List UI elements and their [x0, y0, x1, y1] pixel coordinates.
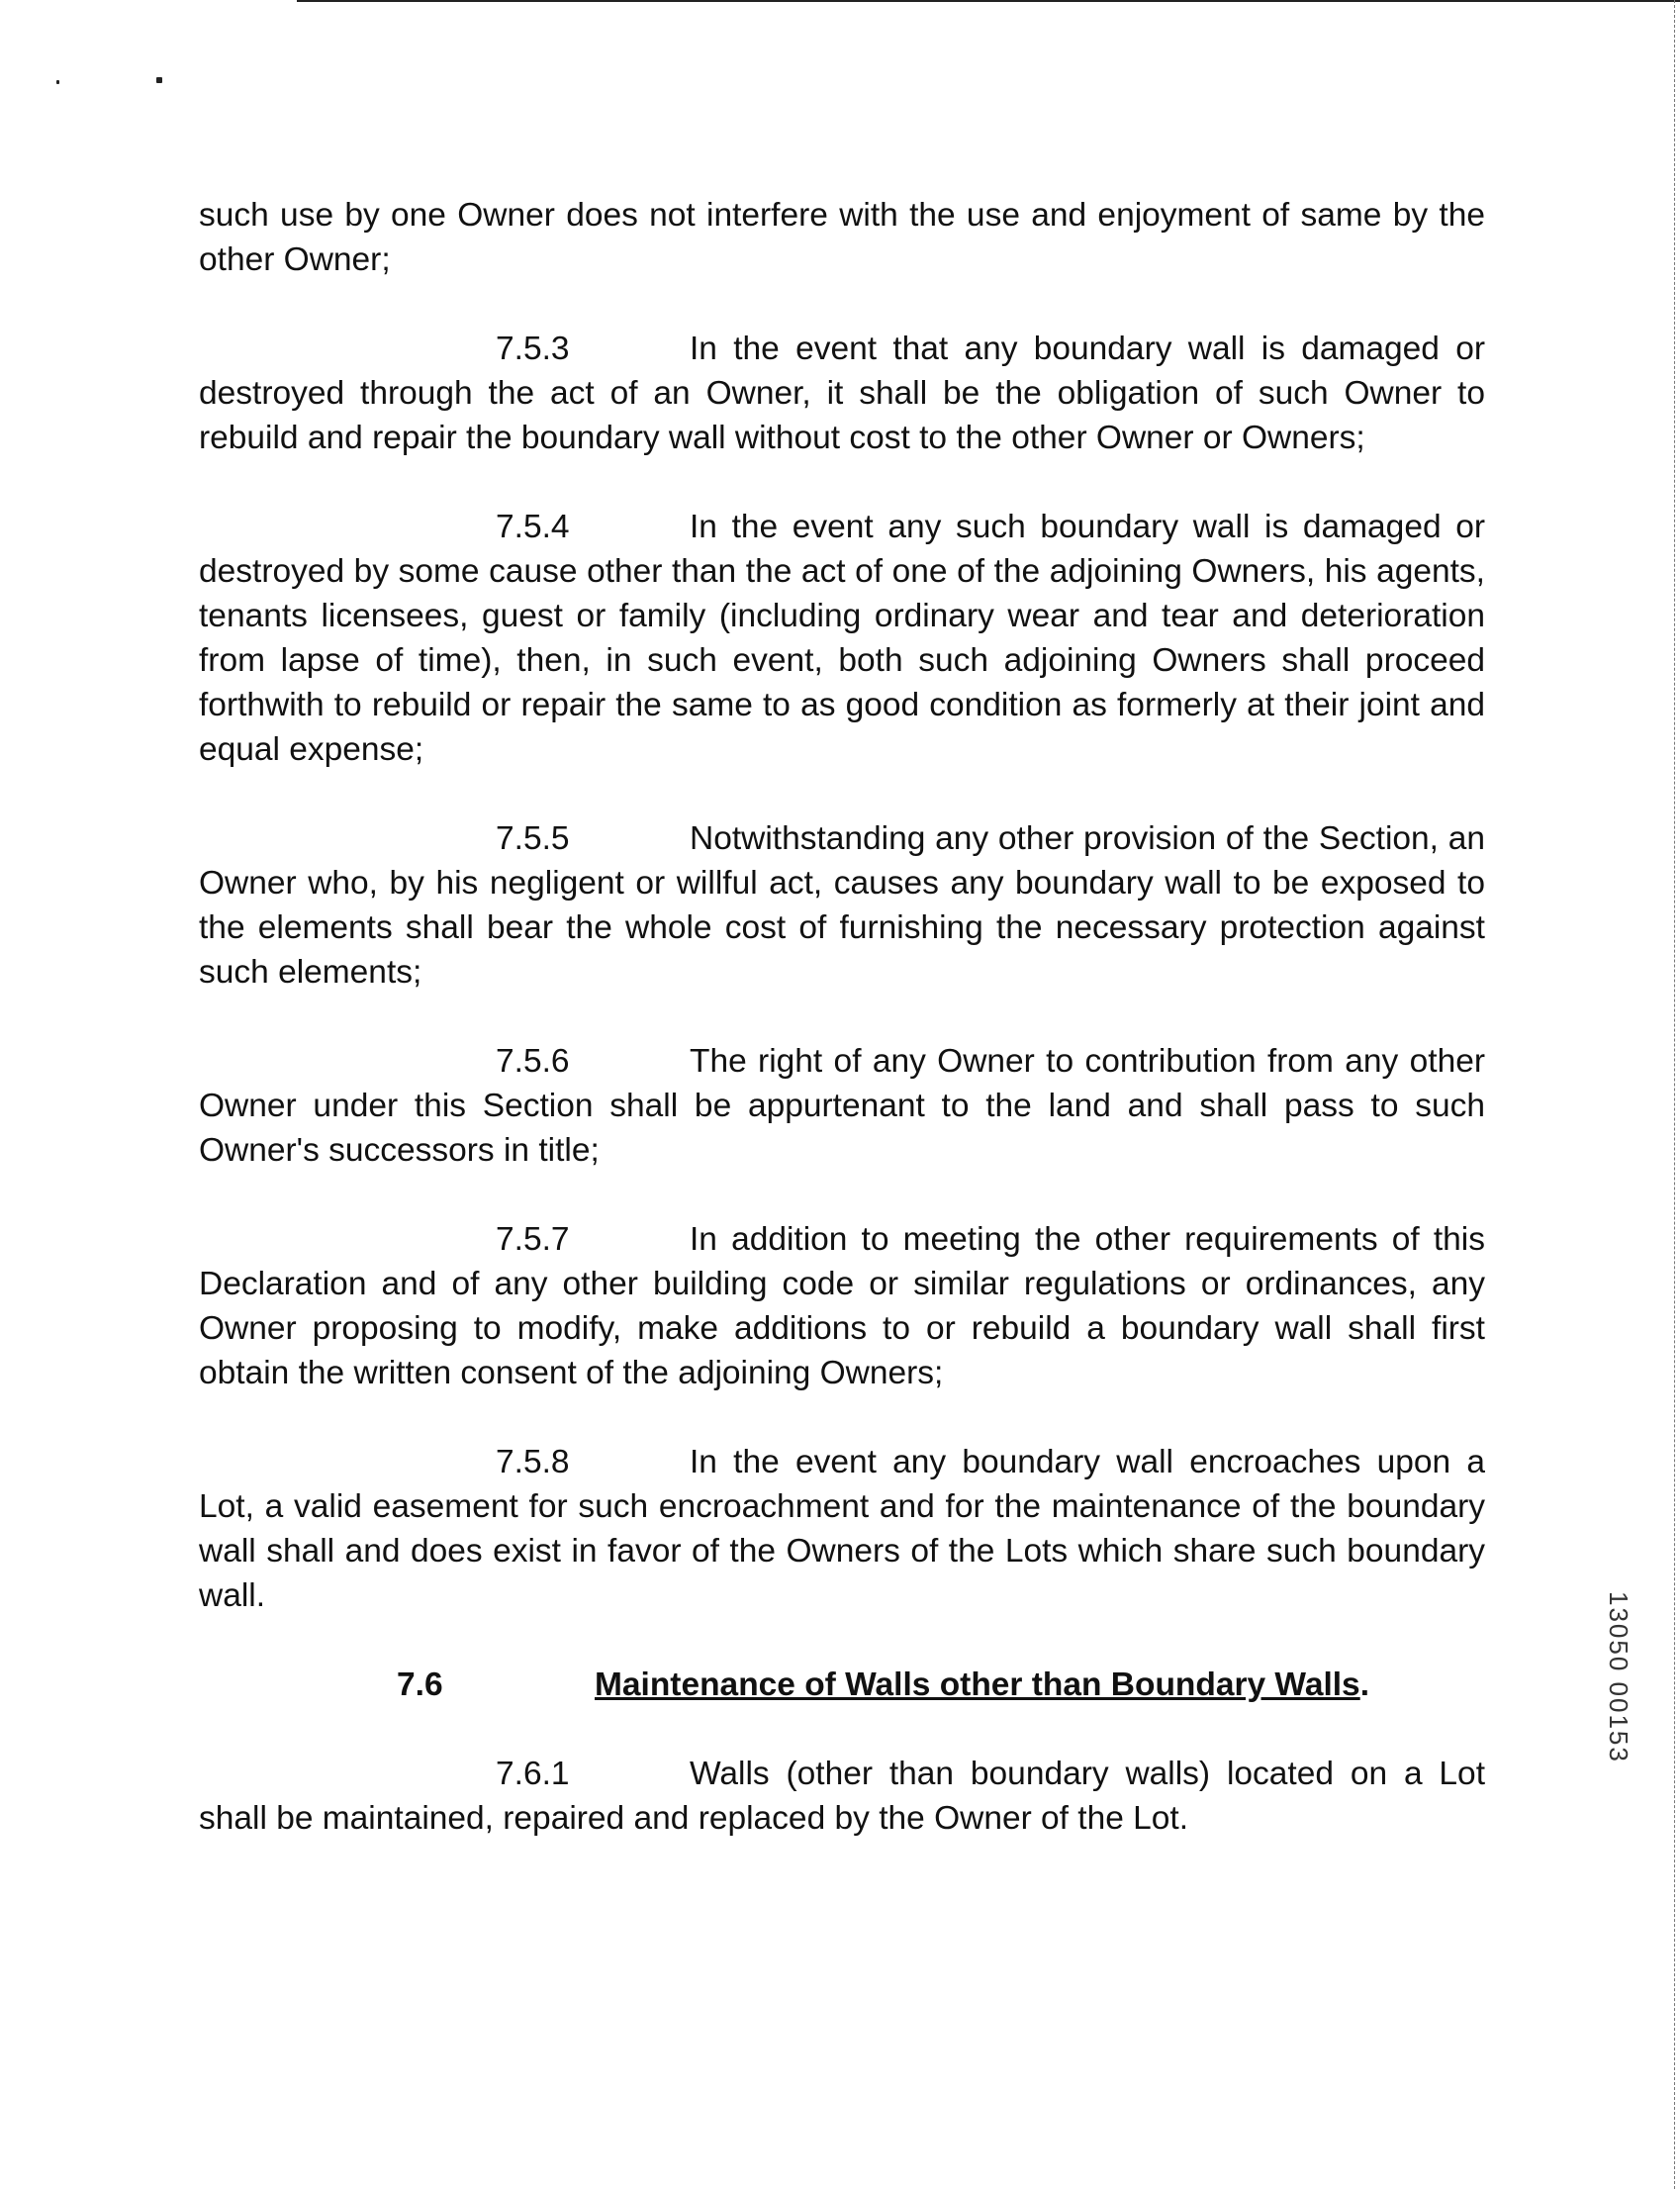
section-text: The right of any Owner to contribution from any other Owner under this Section shall be appurtenant to the land and shall pass to such Owner's successors in title;	[199, 1043, 1485, 1169]
section-number: 7.5.3	[496, 331, 570, 367]
section-7-5-5	[199, 816, 1485, 995]
scan-right-edge	[1674, 0, 1675, 2189]
section-text: Notwithstanding any other provision of the Section, an Owner who, by his negligent or willful act, causes any boundary wall to be exposed to the elements shall bear the whole cost of furnishing the necessary protection against such elements;	[199, 820, 1485, 991]
section-text: In the event any such boundary wall is damaged or destroyed by some cause other than the act of one of the adjoining Owners, his agents, tenants licensees, guest or family (including ordinary wear and tear and deterioration from lapse of time), then, in such event, both such adjoining Owners shall proceed forthwith to rebuild or repair the same to as good condition as formerly at their joint and equal expense;	[199, 509, 1485, 768]
document-body	[199, 193, 1485, 1841]
section-text: In the event any boundary wall encroaches upon a Lot, a valid easement for such encroachment and for the maintenance of the boundary wall shall and does exist in favor of the Owners of the Lots which share such boundary wall.	[199, 1444, 1485, 1614]
section-text: In the event that any boundary wall is damaged or destroyed through the act of an Owner, it shall be the obligation of such Owner to rebuild and repair the boundary wall without cost to the other Owner or Owners;	[199, 331, 1485, 456]
scan-top-edge	[297, 0, 1680, 2]
section-7-5-4	[199, 505, 1485, 772]
section-7-5-3	[199, 327, 1485, 460]
section-number: 7.5.7	[496, 1221, 570, 1258]
heading-punct: .	[1359, 1666, 1370, 1703]
section-number: 7.5.8	[496, 1444, 570, 1480]
section-number: 7.5.5	[496, 820, 570, 857]
scan-speck	[156, 77, 162, 83]
heading-title	[595, 1663, 1369, 1707]
section-7-5-6	[199, 1039, 1485, 1173]
scan-speck	[56, 80, 59, 84]
section-7-5-8	[199, 1440, 1485, 1618]
section-number: 7.5.4	[496, 509, 570, 545]
section-heading-7-6	[199, 1663, 1485, 1707]
section-7-5-7	[199, 1217, 1485, 1395]
section-number: 7.5.6	[496, 1043, 570, 1080]
margin-stamp: 13050 00153	[1604, 1591, 1633, 1763]
heading-number: 7.6	[397, 1666, 443, 1703]
section-text: Walls (other than boundary walls) located on a Lot shall be maintained, repaired and replaced by the Owner of the Lot.	[199, 1756, 1485, 1837]
intro-paragraph: such use by one Owner does not interfere with the use and enjoyment of same by the other Owner;	[199, 197, 1485, 278]
section-text: In addition to meeting the other requirements of this Declaration and of any other building code or similar regulations or ordinances, any Owner proposing to modify, make additions to or rebuild a boundary wall shall first obtain the written consent of the adjoining Owners;	[199, 1221, 1485, 1391]
section-7-6-1	[199, 1752, 1485, 1841]
section-number: 7.6.1	[496, 1756, 570, 1792]
heading-title-text: Maintenance of Walls other than Boundary Walls	[595, 1666, 1360, 1703]
